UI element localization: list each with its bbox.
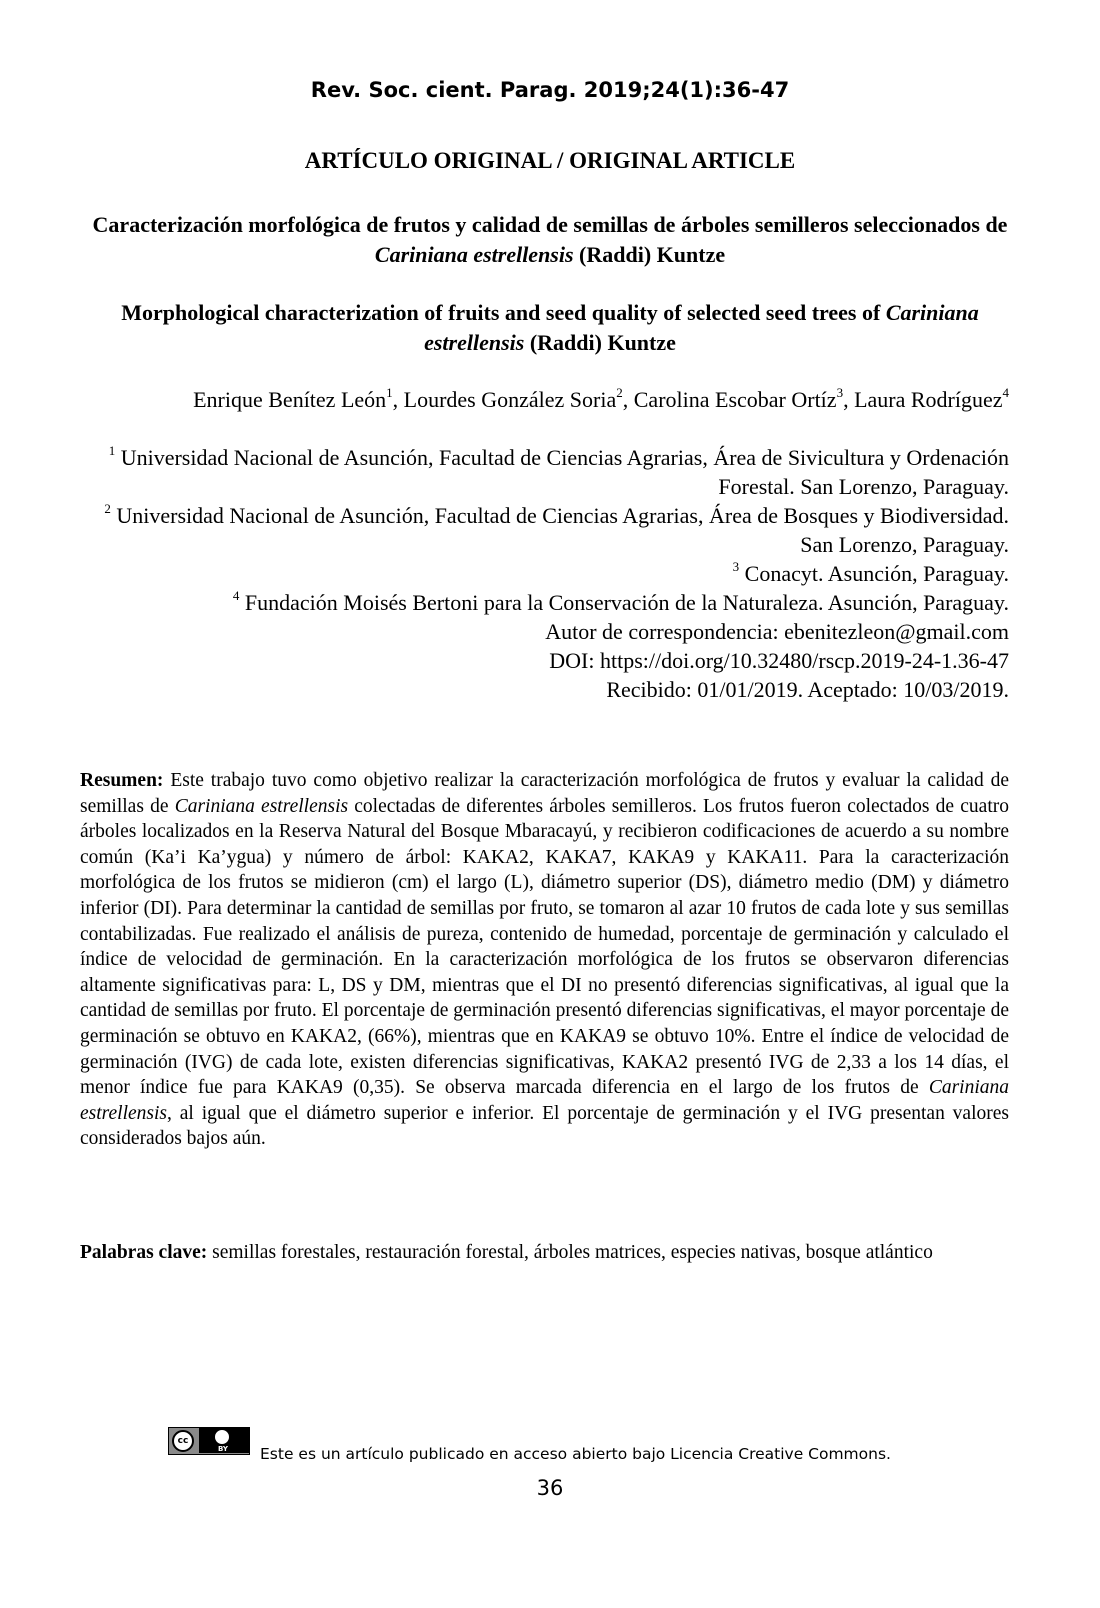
affiliations bbox=[80, 443, 1009, 704]
affiliation-item bbox=[80, 501, 1009, 559]
author-name: Laura Rodríguez bbox=[854, 387, 1003, 412]
abstract-species: Cariniana estrellensis bbox=[174, 795, 349, 817]
abstract bbox=[80, 768, 1009, 1152]
affiliation-sup: 1 bbox=[108, 442, 116, 458]
affiliation-text: Conacyt. Asunción, Paraguay. bbox=[739, 561, 1009, 586]
author-sup: 4 bbox=[1002, 384, 1009, 400]
cc-logo-text: cc bbox=[177, 1436, 189, 1446]
affiliation-text: Universidad Nacional de Asunción, Facultad de Ciencias Agrarias, Área de Sivicultura y Ordenación Forestal. San Lorenzo, Paraguay. bbox=[115, 445, 1009, 499]
license-text: Este es un artículo publicado en acceso abierto bajo Licencia Creative Commons. bbox=[260, 1445, 891, 1463]
title-en-part1: Morphological characterization of fruits and seed quality of selected seed trees of bbox=[121, 300, 886, 325]
abstract-label: Resumen: bbox=[80, 770, 164, 791]
title-es-species: Cariniana estrellensis bbox=[374, 242, 574, 267]
license-footer bbox=[168, 1427, 891, 1463]
by-label: BY bbox=[217, 1445, 229, 1453]
author-sep: , bbox=[843, 387, 855, 412]
affiliation-text: Universidad Nacional de Asunción, Facultad de Ciencias Agrarias, Área de Bosques y Biodiversidad. San Lorenzo, Paraguay. bbox=[110, 503, 1009, 557]
keywords-text: semillas forestales, restauración forestal, árboles matrices, especies nativas, bosque atlántico bbox=[207, 1242, 933, 1263]
abstract-species: Cariniana estrellensis bbox=[80, 1077, 1009, 1124]
title-english bbox=[80, 298, 1020, 358]
title-en-species: Cariniana estrellensis bbox=[424, 300, 979, 355]
keywords-label: Palabras clave: bbox=[80, 1242, 208, 1263]
title-es-part2: (Raddi) Kuntze bbox=[573, 242, 726, 267]
keywords bbox=[80, 1240, 1009, 1266]
title-spanish bbox=[80, 210, 1020, 270]
affiliation-item bbox=[80, 443, 1009, 501]
author-sep: , bbox=[392, 387, 404, 412]
doi: DOI: https://doi.org/10.32480/rscp.2019-24-1.36-47 bbox=[549, 648, 1009, 673]
author-sup: 3 bbox=[836, 384, 844, 400]
correspondence: Autor de correspondencia: ebenitezleon@gmail.com bbox=[545, 619, 1009, 644]
affiliation-sup: 3 bbox=[732, 558, 740, 574]
author-sep: , bbox=[622, 387, 634, 412]
abstract-text: Este trabajo tuvo como objetivo realizar la caracterización morfológica de frutos y evaluar la calidad de semillas de bbox=[80, 770, 1009, 817]
author-sup: 2 bbox=[616, 384, 623, 400]
affiliation-item bbox=[80, 559, 1009, 588]
creative-commons-by-badge-icon[interactable] bbox=[168, 1427, 250, 1455]
author-name: Lourdes González Soria bbox=[403, 387, 617, 412]
affiliation-item bbox=[80, 588, 1009, 617]
abstract-text: colectadas de diferentes árboles semilleros. Los frutos fueron colectados de cuatro árboles localizados en la Reserva Natural del Bosque Mbaracayú, y recibieron codificaciones de acuerdo a su nombre común (Ka’i Ka’ygua) y número de árbol: KAKA2, KAKA7, KAKA9 y KAKA11. Para la caracterización morfológica de los frutos se midieron (cm) el largo (L), diámetro superior (DS), diámetro medio (DM) y diámetro inferior (DI). Para determinar la cantidad de semillas por fruto, se tomaron al azar 10 frutos de cada lote y sus semillas contabilizadas. Fue realizado el análisis de pureza, contenido de humedad, porcentaje de germinación y calculado el índice de velocidad de germinación. En la caracterización morfológica de los frutos se observaron diferencias altamente significativas para: L, DS y DM, mientras que el DI no presentó diferencias significativas, al igual que la cantidad de semillas por fruto. El porcentaje de germinación presentó diferencias significativas, el mayor porcentaje de germinación se obtuvo en KAKA2, (66%), mientras que en KAKA9 se obtuvo 10%. Entre el índice de velocidad de germinación (IVG) de cada lote, existen diferencias significativas, KAKA2 presentó IVG de 2,33 a los 14 días, el menor índice fue para KAKA9 (0,35). Se observa marcada diferencia en el largo de los frutos de bbox=[80, 795, 1009, 1099]
journal-citation: Rev. Soc. cient. Parag. 2019;24(1):36-47 bbox=[310, 78, 790, 102]
received-accepted-dates: Recibido: 01/01/2019. Aceptado: 10/03/2019. bbox=[606, 677, 1009, 702]
page-number: 36 bbox=[536, 1476, 564, 1500]
author-sup: 1 bbox=[386, 384, 393, 400]
author-list bbox=[80, 385, 1009, 414]
title-es-part1: Caracterización morfológica de frutos y calidad de semillas de árboles semilleros seleccionados de bbox=[92, 212, 1008, 237]
author-name: Enrique Benítez León bbox=[193, 387, 387, 412]
abstract-text: , al igual que el diámetro superior e inferior. El porcentaje de germinación y el IVG presentan valores considerados bajos aún. bbox=[80, 1102, 1009, 1150]
affiliation-sup: 4 bbox=[232, 587, 240, 603]
article-type: ARTÍCULO ORIGINAL / ORIGINAL ARTICLE bbox=[304, 148, 796, 173]
cc-logo-icon bbox=[172, 1430, 194, 1452]
affiliation-sup: 2 bbox=[104, 500, 111, 516]
title-en-part2: (Raddi) Kuntze bbox=[524, 330, 676, 355]
affiliation-text: Fundación Moisés Bertoni para la Conservación de la Naturaleza. Asunción, Paraguay. bbox=[239, 590, 1009, 615]
attribution-person-icon bbox=[214, 1429, 230, 1445]
author-name: Carolina Escobar Ortíz bbox=[633, 387, 837, 412]
